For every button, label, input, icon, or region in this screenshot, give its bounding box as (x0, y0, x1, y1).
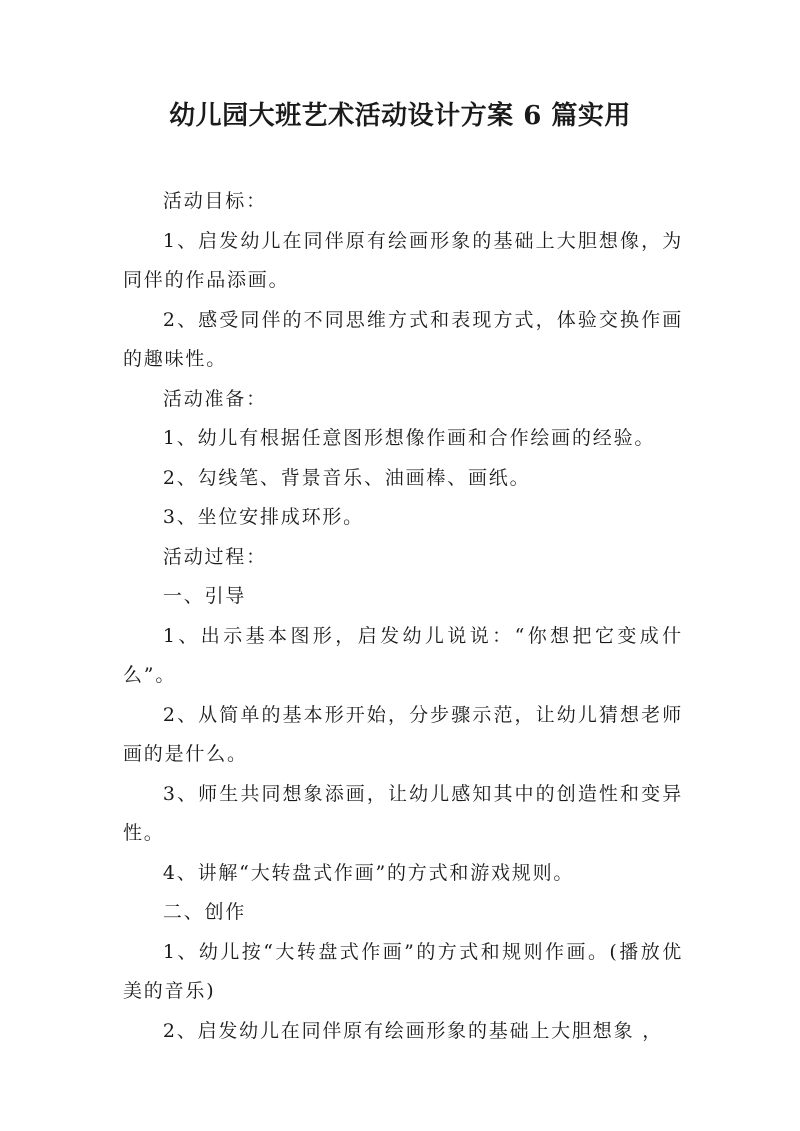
paragraph: 1、幼儿有根据任意图形想像作画和合作绘画的经验。 (162, 427, 656, 449)
paragraph: 3、师生共同想象添画，让幼儿感知其中的创造性和变异性。 (123, 782, 683, 844)
paragraph: 2、勾线笔、背景音乐、油画棒、画纸。 (162, 466, 531, 489)
paragraph: 2、感受同伴的不同思维方式和表现方式，体验交换作画的趣味性。 (123, 308, 683, 370)
paragraph: 4、讲解“大转盘式作画”的方式和游戏规则。 (162, 861, 575, 884)
paragraph-process-heading: 活动过程： (162, 545, 267, 568)
paragraph: 1、出示基本图形，启发幼儿说说：“你想把它变成什么”。 (123, 624, 683, 686)
paragraph: 2、从简单的基本形开始，分步骤示范，让幼儿猜想老师画的是什么。 (123, 703, 683, 765)
paragraph-goals-heading: 活动目标： (162, 190, 267, 212)
paragraph: 3、坐位安排成环形。 (162, 506, 364, 528)
paragraph: 2、启发幼儿在同伴原有绘画形象的基础上大胆想象 ， (162, 1019, 664, 1042)
paragraph-section-create: 二、创作 (162, 901, 247, 923)
paragraph: 1、启发幼儿在同伴原有绘画形象的基础上大胆想像，为同伴的作品添画。 (123, 229, 683, 291)
paragraph-preparation-heading: 活动准备： (162, 387, 267, 410)
paragraph: 1、幼儿按“大转盘式作画”的方式和规则作画。(播放优美的音乐) (123, 940, 683, 1002)
paragraph-section-guide: 一、引导 (162, 585, 247, 607)
document-body (123, 182, 683, 1051)
document-title: 幼儿园大班艺术活动设计方案 6 篇实用 (169, 101, 631, 131)
